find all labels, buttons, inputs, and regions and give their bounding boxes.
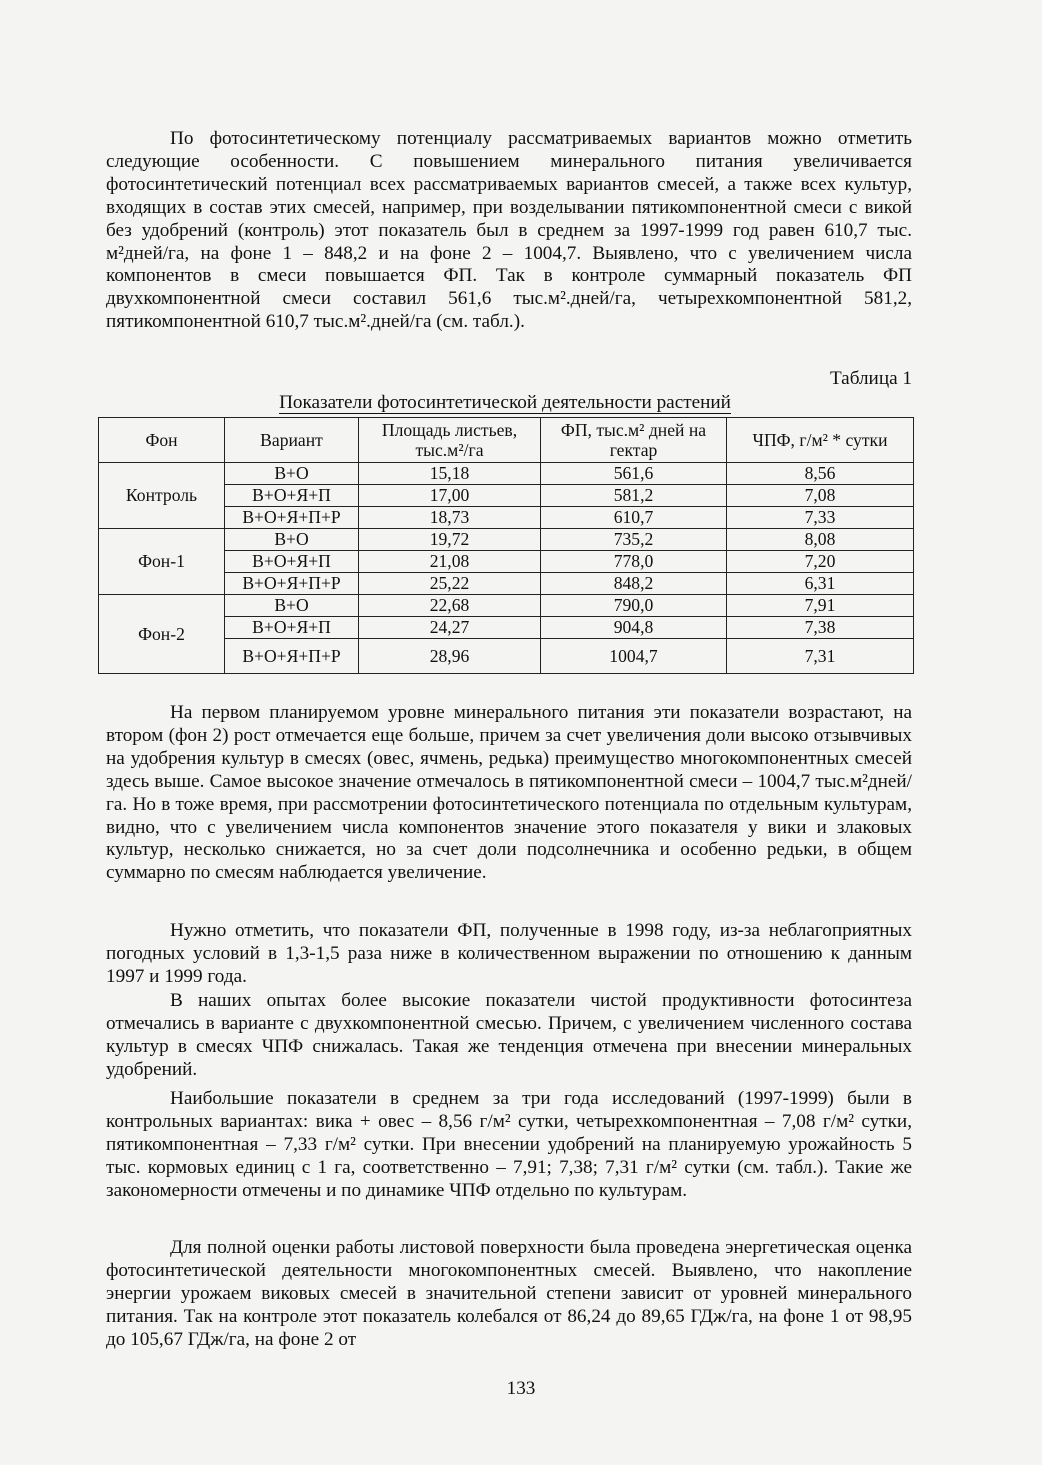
paragraph-1: По фотосинтетическому потенциалу рассматриваемых вариантов можно отметить следующие особенности. С повышением минерального питания увеличивается фотосинтетический потенциал всех рассматриваемых вариантов смесей, а также всех культур, входящих в состав этих смесей, например, при возделывании пятикомпонентной смеси с викой без удобрений (контроль) этот показатель был в среднем за 1997-1999 год равен 610,7 тыс. м²дней/га, на фоне 1 – 848,2 и на фоне 2 – 1004,7. Выявлено, что с увеличением числа компонентов в смеси повышается ФП. Так в контроле суммарный показатель ФП двухкомпонентной смеси составил 561,6 тыс.м².дней/га, четырехкомпонентной 581,2, пятикомпонентной 610,7 тыс.м².дней/га (см. табл.). [106,128,912,333]
fp-cell: 778,0 [541,551,727,573]
variant-cell: В+О+Я+П+Р [225,639,359,674]
paragraph-5: Наибольшие показатели в среднем за три года исследований (1997-1999) были в контрольных вариантах: вика + овес – 8,56 г/м² сутки, четырехкомпонентная – 7,08 г/м² сутки, пятикомпонентная – 7,33 г/м² сутки. При внесении удобрений на планируемую урожайность 5 тыс. кормовых единиц с 1 га, соответственно – 7,91; 7,38; 7,31 г/м² сутки (см. табл.). Такие же закономерности отмечены и по динамике ЧПФ отдельно по культурам. [106,1088,912,1201]
chpf-cell: 7,91 [727,595,914,617]
area-cell: 19,72 [359,529,541,551]
chpf-cell: 8,56 [727,463,914,485]
area-cell: 22,68 [359,595,541,617]
group-fon-cell: Контроль [99,463,225,529]
variant-cell: В+О+Я+П [225,485,359,507]
fp-cell: 610,7 [541,507,727,529]
fp-cell: 790,0 [541,595,727,617]
table-row [99,463,914,485]
fp-cell: 561,6 [541,463,727,485]
variant-cell: В+О [225,595,359,617]
header-chpf: ЧПФ, г/м² * сутки [727,418,914,463]
table-header-row [99,418,914,463]
area-cell: 28,96 [359,639,541,674]
table-row [99,529,914,551]
variant-cell: В+О+Я+П [225,617,359,639]
paragraph-4: В наших опытах более высокие показатели чистой продуктивности фотосинтеза отмечались в варианте с двухкомпонентной смесью. Причем, с увеличением численного состава культур в смесях ЧПФ снижалась. Такая же тенденция отмечена при внесении минеральных удобрений. [106,990,912,1080]
chpf-cell: 7,08 [727,485,914,507]
header-fon: Фон [99,418,225,463]
chpf-cell: 6,31 [727,573,914,595]
table-title: Показатели фотосинтетической деятельности растений [279,392,731,413]
chpf-cell: 8,08 [727,529,914,551]
fp-cell: 581,2 [541,485,727,507]
paragraph-3: Нужно отметить, что показатели ФП, полученные в 1998 году, из-за неблагоприятных погодных условий в 1,3-1,5 раза ниже в количественном выражении по отношению к данным 1997 и 1999 года. [106,920,912,987]
fp-cell: 1004,7 [541,639,727,674]
page-number: 133 [506,1378,536,1399]
paragraph-6: Для полной оценки работы листовой поверхности была проведена энергетическая оценка фотосинтетической деятельности многокомпонентных смесей. Выявлено, что накопление энергии урожаем виковых смесей в значительной степени зависит от уровней минерального питания. Так на контроле этот показатель колебался от 86,24 до 89,65 ГДж/га, на фоне 1 от 98,95 до 105,67 ГДж/га, на фоне 2 от [106,1237,912,1350]
area-cell: 24,27 [359,617,541,639]
fp-cell: 848,2 [541,573,727,595]
paragraph-2: На первом планируемом уровне минерального питания эти показатели возрастают, на втором (фон 2) рост отмечается еще больше, причем за счет увеличения доли высоко отзывчивых на удобрения культур в смесях (овес, ячмень, редька) преимущество многокомпонентных смесей здесь выше. Самое высокое значение отмечалось в пятикомпонентной смеси – 1004,7 тыс.м²дней/га. Но в тоже время, при рассмотрении фотосинтетического потенциала по отдельным культурам, видно, что с увеличением числа компонентов значение этого показателя у вики и злаковых культур, несколько снижается, но за счет доли подсолнечника и особенно редьки, в общем суммарно по смесям наблюдается увеличение. [106,702,912,884]
area-cell: 17,00 [359,485,541,507]
chpf-cell: 7,20 [727,551,914,573]
group-fon-cell: Фон-2 [99,595,225,674]
table-row [99,595,914,617]
area-cell: 21,08 [359,551,541,573]
area-cell: 18,73 [359,507,541,529]
variant-cell: В+О [225,529,359,551]
variant-cell: В+О+Я+П+Р [225,573,359,595]
group-fon-cell: Фон-1 [99,529,225,595]
fp-cell: 904,8 [541,617,727,639]
variant-cell: В+О+Я+П+Р [225,507,359,529]
table-label: Таблица 1 [829,368,912,389]
chpf-cell: 7,31 [727,639,914,674]
variant-cell: В+О+Я+П [225,551,359,573]
data-table [98,417,914,674]
fp-cell: 735,2 [541,529,727,551]
header-area: Площадь листьев, тыс.м²/га [359,418,541,463]
header-fp: ФП, тыс.м² дней на гектар [541,418,727,463]
area-cell: 25,22 [359,573,541,595]
chpf-cell: 7,33 [727,507,914,529]
table-title-wrap [0,392,1010,414]
chpf-cell: 7,38 [727,617,914,639]
area-cell: 15,18 [359,463,541,485]
variant-cell: В+О [225,463,359,485]
header-variant: Вариант [225,418,359,463]
